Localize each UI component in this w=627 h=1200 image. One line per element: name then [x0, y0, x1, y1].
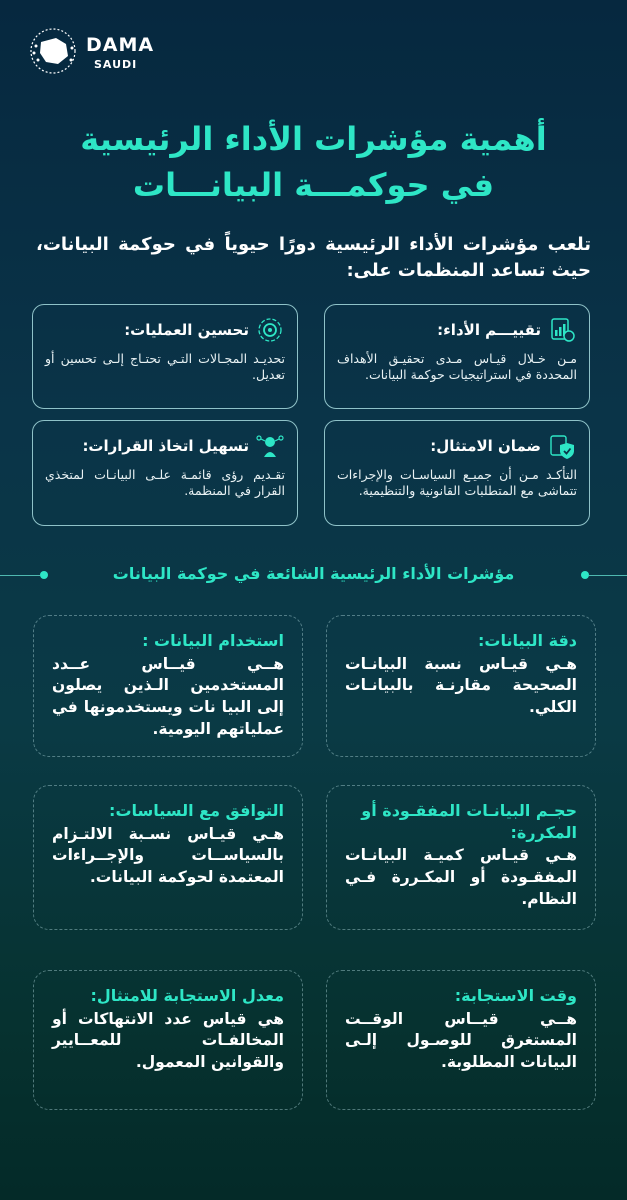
performance-chart-icon	[547, 315, 577, 345]
kpi-card	[326, 615, 596, 757]
kpi-text: هـي قيـاس نسبة البيانـات الصحيحة مقارنـة بالبيانـات الكلي.	[345, 654, 577, 716]
benefit-text: تقـديم رؤى قائمـة علـى البيانـات لمتخذي القرار في المنظمة.	[45, 467, 285, 498]
globe-map-icon	[28, 26, 78, 76]
kpi-text: هــي قيــاس الوقــت المستغرق للوصـول إلـى البيانات المطلوبة.	[345, 1009, 577, 1071]
kpi-title: معدل الاستجابة للامتثال:	[90, 986, 284, 1005]
benefit-title: تقييـــم الأداء:	[437, 321, 541, 339]
kpi-title: حجـم البيانـات المفقـودة أو المكررة:	[361, 801, 577, 842]
gear-cycle-icon	[255, 315, 285, 345]
brand-name: DAMA	[86, 34, 155, 56]
shield-check-icon	[547, 431, 577, 461]
dama-logo	[28, 26, 178, 82]
benefit-card-performance	[324, 304, 590, 409]
section-header	[0, 564, 627, 588]
kpi-text: هـي قيـاس كميـة البيانـات المفقـودة أو المكـررة فـي النظام.	[345, 846, 577, 908]
kpi-card	[33, 970, 303, 1110]
page-title-line1: أهمية مؤشرات الأداء الرئيسية	[80, 120, 547, 158]
kpi-title: استخدام البيانات :	[142, 631, 284, 650]
kpi-text: هــي قيــاس عــدد المستخدمين الـذين يصلون إلى البيا نات ويستخدمونها في عملياتهم اليومية.	[52, 654, 284, 738]
kpi-title: دقة البيانات:	[477, 631, 577, 650]
section-title: مؤشرات الأداء الرئيسية الشائعة في حوكمة البيانات	[112, 564, 515, 583]
benefit-card-decisions	[32, 420, 298, 526]
benefit-title: تسهيل اتخاذ القرارات:	[82, 437, 249, 455]
kpi-title: التوافق مع السياسات:	[109, 801, 284, 820]
benefit-card-process	[32, 304, 298, 409]
kpi-card	[33, 615, 303, 757]
benefit-card-compliance	[324, 420, 590, 526]
kpi-text: هـي قيـاس نسـبة الالتـزام بالسياســات والإجــراءات المعتمدة لحوكمة البيانات.	[52, 824, 284, 886]
intro-paragraph: تلعب مؤشرات الأداء الرئيسية دورًا حيوياً في حوكمة البيانات، حيث تساعد المنظمات على:	[36, 234, 591, 282]
kpi-card	[33, 785, 303, 930]
benefit-text: تحديـد المجـالات التـي تحتـاج إلـى تحسين أو تعديل.	[45, 351, 285, 382]
kpi-title: وقت الاستجابة:	[454, 986, 577, 1005]
page-title-line2: في حوكمـــة البيانـــات	[132, 166, 495, 204]
decision-network-icon	[255, 431, 285, 461]
benefit-title: ضمان الامتثال:	[430, 437, 541, 455]
kpi-card	[326, 970, 596, 1110]
brand-sub: SAUDI	[94, 58, 138, 71]
kpi-card	[326, 785, 596, 930]
benefit-text: التأكـد مـن أن جميـع السياسـات والإجراءات تتماشى مع المتطلبات القانونية والتنظيمية.	[337, 467, 577, 498]
benefit-text: مـن خـلال قيـاس مـدى تحقيـق الأهداف المحددة في استراتيجيات حوكمة البيانات.	[337, 351, 577, 382]
kpi-text: هي قياس عدد الانتهاكات أو المخالفـات للمعــايير والقوانين المعمول.	[52, 1009, 284, 1071]
benefit-title: تحسين العمليات:	[124, 321, 249, 339]
